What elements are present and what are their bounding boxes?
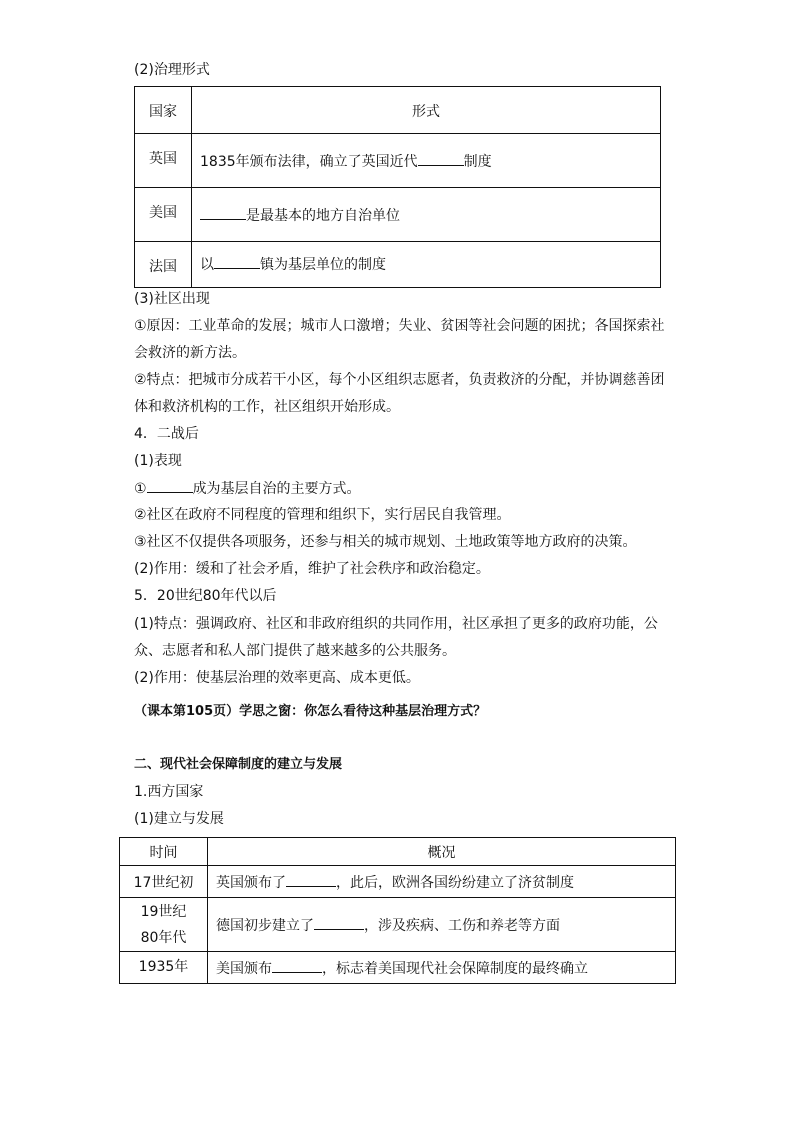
postwar-effect: (2)作用：缓和了社会矛盾，维护了社会秩序和政治稳定。	[134, 561, 490, 577]
section-title-governance-form: (2)治理形式	[134, 62, 210, 78]
eighties-title: 5．20世纪80年代以后	[134, 588, 277, 604]
establish-title: (1)建立与发展	[134, 811, 224, 827]
table-row	[120, 898, 676, 952]
eighties-effect: (2)作用：使基层治理的效率更高、成本更低。	[134, 670, 420, 686]
country-cell: 法国	[135, 242, 192, 288]
manifest-item-1: ① 成为基层自治的主要方式。	[134, 478, 361, 499]
part-two-heading: 二、现代社会保障制度的建立与发展	[134, 757, 343, 772]
eighties-feature-line-2: 众、志愿者和私人部门提供了越来越多的公共服务。	[134, 643, 456, 659]
header-form: 形式	[192, 87, 661, 134]
fill-blank[interactable]	[147, 478, 193, 493]
table-row	[120, 952, 676, 984]
header-country: 国家	[135, 87, 192, 134]
section-title-community: (3)社区出现	[134, 291, 210, 307]
fill-blank[interactable]	[286, 872, 336, 887]
table-header-row	[135, 87, 661, 134]
fill-blank[interactable]	[418, 151, 464, 166]
form-cell: 是最基本的地方自治单位	[192, 188, 661, 242]
fill-blank[interactable]	[214, 254, 260, 269]
feature-line-1: ②特点：把城市分成若干小区，每个小区组织志愿者，负责救济的分配，并协调慈善团	[134, 372, 665, 388]
form-cell: 1835年颁布法律，确立了英国近代 制度	[192, 134, 661, 188]
feature-line-2: 体和救济机构的工作，社区组织开始形成。	[134, 399, 400, 415]
table-row	[135, 188, 661, 242]
table-header-row	[120, 838, 676, 866]
time-cell: 17世纪初	[120, 866, 208, 898]
manifest-title: (1)表现	[134, 453, 182, 469]
country-cell: 美国	[135, 188, 192, 242]
social-security-table	[119, 837, 676, 984]
governance-form-table	[134, 86, 661, 288]
form-cell: 以 镇为基层单位的制度	[192, 242, 661, 288]
time-cell: 1935年	[120, 952, 208, 984]
think-window-prompt: （课本第105页）学思之窗：你怎么看待这种基层治理方式？	[134, 704, 487, 719]
manifest-item-2: ②社区在政府不同程度的管理和组织下，实行居民自我管理。	[134, 507, 511, 523]
time-cell: 19世纪 80年代	[120, 898, 208, 952]
fill-blank[interactable]	[272, 958, 322, 973]
table-row	[135, 134, 661, 188]
reason-line-1: ①原因：工业革命的发展；城市人口激增；失业、贫困等社会问题的困扰；各国探索社	[134, 318, 665, 334]
table-row	[135, 242, 661, 288]
postwar-title: 4．二战后	[134, 426, 199, 442]
header-time: 时间	[120, 838, 208, 866]
overview-cell: 德国初步建立了 ，涉及疾病、工伤和养老等方面	[208, 898, 676, 952]
fill-blank[interactable]	[314, 915, 364, 930]
manifest-item-3: ③社区不仅提供各项服务，还参与相关的城市规划、土地政策等地方政府的决策。	[134, 534, 637, 550]
reason-line-2: 会救济的新方法。	[134, 345, 246, 361]
western-countries-title: 1.西方国家	[134, 784, 204, 800]
header-overview: 概况	[208, 838, 676, 866]
country-cell: 英国	[135, 134, 192, 188]
table-row	[120, 866, 676, 898]
eighties-feature-line-1: (1)特点：强调政府、社区和非政府组织的共同作用，社区承担了更多的政府功能，公	[134, 616, 658, 632]
fill-blank[interactable]	[200, 205, 246, 220]
overview-cell: 英国颁布了 ，此后，欧洲各国纷纷建立了济贫制度	[208, 866, 676, 898]
overview-cell: 美国颁布 ，标志着美国现代社会保障制度的最终确立	[208, 952, 676, 984]
